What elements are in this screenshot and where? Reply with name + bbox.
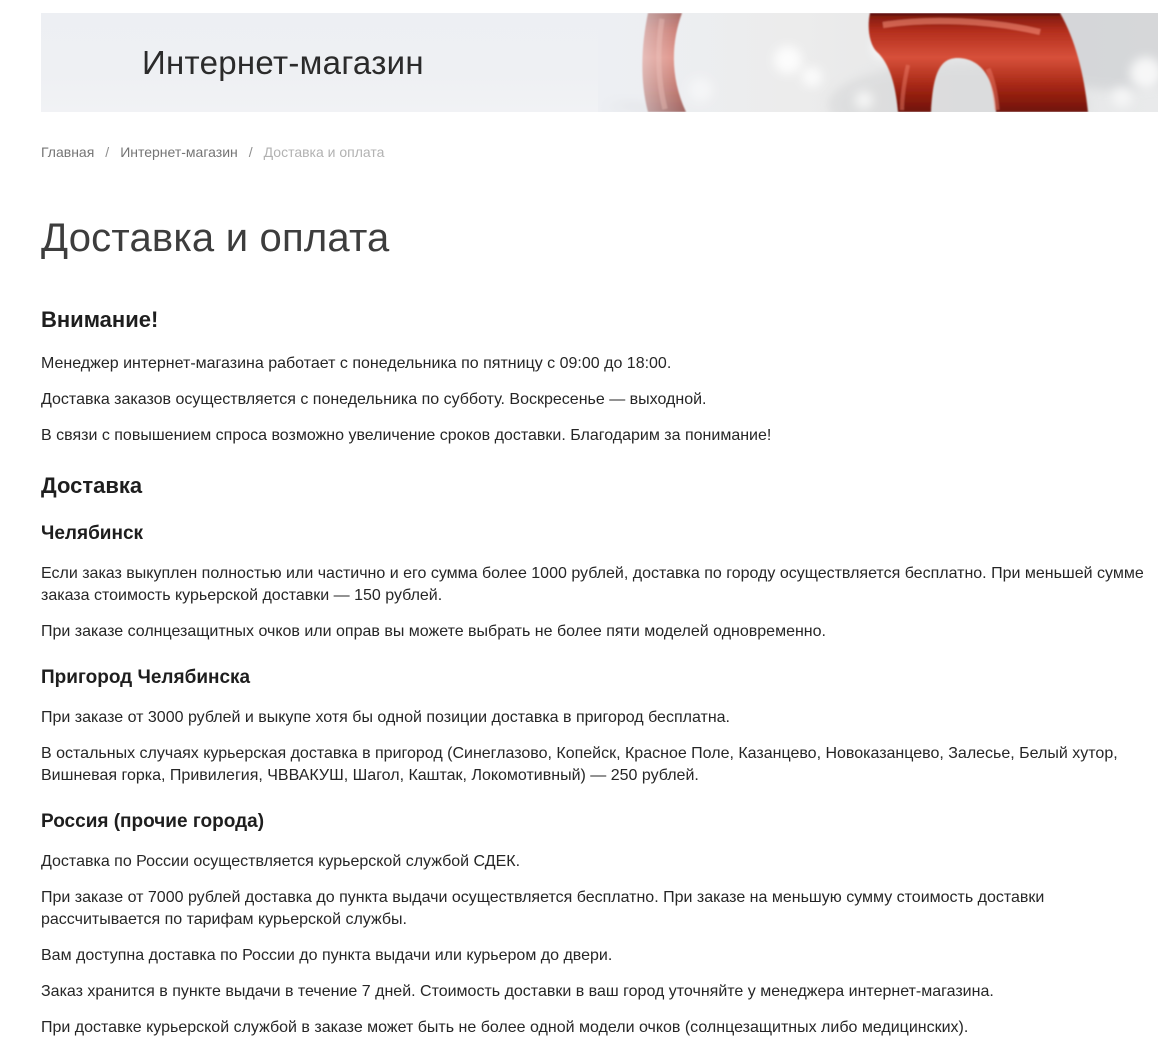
- delivery-heading: Доставка: [41, 473, 143, 498]
- paragraph: При заказе от 3000 рублей и выкупе хотя бы одной позиции доставка в пригород бесплатна.: [41, 709, 730, 726]
- page-title: Доставка и оплата: [41, 216, 390, 260]
- paragraph: Доставка по России осуществляется курьерской службой СДЕК.: [41, 853, 521, 870]
- breadcrumb: [41, 144, 1158, 160]
- paragraph: Заказ хранится в пункте выдачи в течение 7 дней. Стоимость доставки в ваш город уточняйте у менеджера интернет-магазина.: [41, 983, 994, 1000]
- main-content: [41, 216, 1158, 1039]
- paragraph: Доставка заказов осуществляется с понедельника по субботу. Воскресенье — выходной.: [41, 391, 707, 408]
- breadcrumb-separator: /: [105, 144, 110, 160]
- city-heading-russia: Россия (прочие города): [41, 811, 265, 832]
- paragraph: В остальных случаях курьерская доставка в пригород (Синеглазово, Копейск, Красное Поле, Казанцево, Новоказанцево, Залесье, Белый хутор, Вишневая горка, Привилегия, ЧВВАКУШ, Шагол, Каштак, Локомотивный) — 250 рублей.: [41, 745, 1118, 784]
- red-glasses-photo: [598, 13, 1158, 112]
- paragraph: При заказе солнцезащитных очков или оправ вы можете выбрать не более пяти моделей одновременно.: [41, 623, 826, 640]
- photo-left-blend: [598, 13, 738, 112]
- paragraph: При доставке курьерской службой в заказе может быть не более одной модели очков (солнцезащитных либо медицинских).: [41, 1019, 969, 1036]
- paragraph: Вам доступна доставка по России до пункта выдачи или курьером до двери.: [41, 947, 613, 964]
- paragraph: При заказе от 7000 рублей доставка до пункта выдачи осуществляется бесплатно. При заказе на меньшую сумму стоимость доставки рассчитывается по тарифам курьерской службы.: [41, 889, 1045, 928]
- site-title: Интернет-магазин: [142, 43, 424, 81]
- header-banner: [41, 13, 1158, 112]
- paragraph: Если заказ выкуплен полностью или частично и его сумма более 1000 рублей, доставка по городу осуществляется бесплатно. При меньшей сумме заказа стоимость курьерской доставки — 150 рублей.: [41, 565, 1144, 604]
- city-heading-chelyabinsk: Челябинск: [41, 523, 144, 544]
- paragraph: Менеджер интернет-магазина работает с понедельника по пятницу с 09:00 до 18:00.: [41, 355, 672, 372]
- breadcrumb-current: Доставка и оплата: [263, 144, 385, 160]
- breadcrumb-shop[interactable]: Интернет-магазин: [120, 144, 238, 160]
- breadcrumb-home[interactable]: Главная: [41, 144, 95, 160]
- attention-heading: Внимание!: [41, 307, 159, 332]
- paragraph: В связи с повышением спроса возможно увеличение сроков доставки. Благодарим за понимание!: [41, 427, 772, 444]
- city-heading-suburbs: Пригород Челябинска: [41, 667, 251, 688]
- breadcrumb-separator: /: [248, 144, 253, 160]
